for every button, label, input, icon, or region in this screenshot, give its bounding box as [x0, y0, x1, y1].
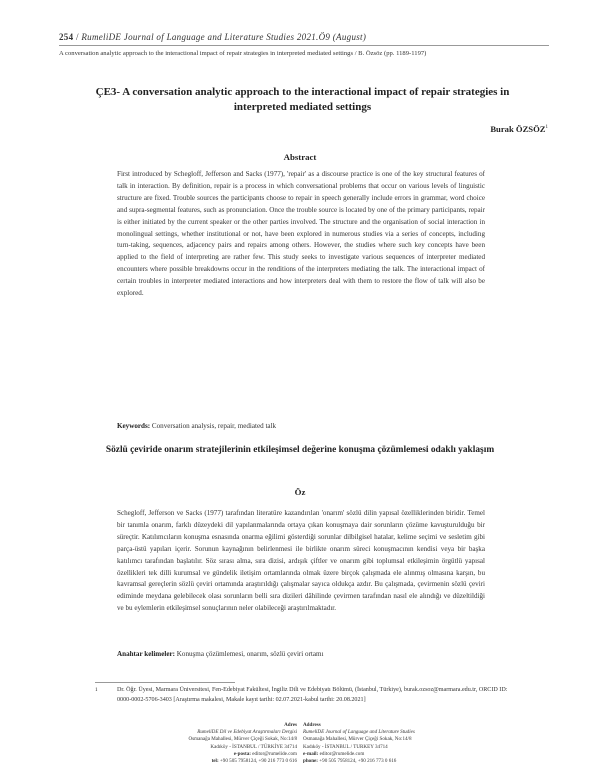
keywords-text: Conversation analysis, repair, mediated talk [151, 422, 277, 430]
anahtar-kelimeler-text: Konuşma çözümlemesi, onarım, sözlü çeviri ortamı [176, 650, 324, 658]
address-en-label: Address [303, 722, 321, 728]
footnote-number: 1 [95, 687, 98, 693]
oz-keywords [117, 650, 485, 658]
address-turkish [188, 722, 297, 765]
header-rule [59, 45, 549, 46]
address-tr-line2: Kadıköy - İSTANBUL / TÜRKİYE 34714 [210, 743, 297, 750]
article-title: ÇE3- A conversation analytic approach to the interactional impact of repair strategies in interpreted mediated settings [95, 86, 510, 113]
address-tr-email-label: e-posta: [233, 750, 251, 757]
abstract-keywords [117, 422, 485, 430]
address-en-line2: Kadıköy - İSTANBUL / TURKEY 34714 [303, 743, 388, 750]
address-en-journal: RumeliDE Journal of Language and Literature Studies [303, 729, 415, 736]
journal-name: RumeliDE Journal of Language and Literature Studies 2021.Ö9 (August) [81, 32, 367, 42]
address-tr-phone [188, 758, 297, 765]
address-tr-email-value[interactable]: editor@rumelide.com [252, 750, 297, 757]
author-name-text: Burak ÖZSÖZ [490, 124, 546, 134]
address-en-email-value[interactable]: editor@rumelide.com [319, 750, 365, 757]
citation-line: A conversation analytic approach to the interactional impact of repair strategies in interpreted mediated settings / B. Özsöz (pp. 1189-1197) [59, 50, 427, 57]
oz-text: Schegloff, Jefferson ve Sacks (1977) tarafından literatüre kazandırılan 'onarım' sözlü dilin yapısal özelliklerinden biridir. Temel bir tanımla onarım, farklı düzeydeki dil yapılanmalarında ortaya çıkan konuşmaya dair sorunların çözüme kavuşturulduğu bir süreçtir. Katılımcıların konuşma esnasında onarma eğilimi gösterdiği sorunlar dilbilgisel hatalar, kelime seçimi ve sesletim gibi parça-üstü yapıları içerir. Sorunun kaynağının belirlenmesi ile birlikte onarım süreci konuşmacının kendisi veya bir başka katılımcı tarafından başlatılır. Söz sırası alma, sıra dizisi, ardışık çiftler ve onarım gibi toplumsal etkileşimin örgütlü yapısal özellikleri tek dilli kurumsal ve gündelik iletişim ortamlarında olmak üzere birçok çalışmada ele alınmış olmasına karşın, bu kavramsal gereçlerin sözlü çeviri ortamında araştırıldığı çalışmalar sayıca oldukça azdır. Bu çalışmada, çevirmenin sözlü çeviri ediminde meydana gelebilecek olası sorunların belli sıra dizileri dâhilinde çevirmen tarafından nasıl ele alındığı ve düzeltildiği ve bu eylemlerin etkileşimsel sonuçlarının neler olabileceği araştırılmaktadır. [117, 509, 485, 613]
abstract-heading: Abstract [283, 152, 317, 162]
address-en-line1: Osmanağa Mahallesi, Mürver Çiçeği Sokak, No:14/8 [303, 736, 412, 743]
running-head-separator: / [75, 32, 79, 42]
anahtar-kelimeler-label: Anahtar kelimeler: [117, 650, 175, 658]
keywords-label: Keywords: [117, 422, 151, 430]
address-en-phone [303, 758, 415, 765]
address-english [303, 722, 415, 765]
running-head [59, 32, 549, 42]
oz-heading: Öz [294, 487, 306, 497]
address-en-phone-label: phone: [303, 758, 319, 765]
address-tr-phone-value: +90 505 7958124, +90 216 773 0 616 [219, 758, 297, 765]
abstract-text: First introduced by Schegloff, Jefferson and Sacks (1977), 'repair' as a discourse practice is one of the key structural features of talk in interaction. By definition, repair is a process in which conversational problems that occur on various levels of linguistic structure are fixed. Trouble sources the participants choose to repair in speech generally include errors in grammar, word choice and supra-segmental features, such as pronunciation. Once the trouble source is located by one of the primary participants, repair is either initiated by the current speaker or the other parties involved. The structure and the organisation of social interaction in monolingual settings, whether institutional or not, have been explored in numerous studies via a series of concepts, including turn-taking, sequences, adjacency pairs and repairs among others. However, the studies where such key concepts have been applied to the field of interpreting are rather few. This study seeks to investigate various sequences of interpreter mediated encounters where possible breakdowns occur in the renditions of the interpreters mediating the talk. The interactional impact of certain troubles in interpreter mediated interactions and how interpreters deal with them to restore the flow of talk will also be explored. [117, 170, 485, 298]
address-tr-line1: Osmanağa Mahallesi, Mürver Çiçeği Sokak, No:14/8 [188, 736, 297, 743]
address-en-email [303, 751, 415, 758]
footnote-rule [95, 682, 235, 683]
footnote-text: Dr. Öğr. Üyesi, Marmara Üniversitesi, Fen-Edebiyat Fakültesi, İngiliz Dili ve Edebiyatı Bölümü, (İstanbul, Türkiye), burak.ozsoz@marmara.edu.tr, ORCID ID: 0000-0002-5706-3403 [Araştırma makalesi, Makale kayıt tarihi: 02.07.2021-kabul tarihi: 20.08.2021] [117, 687, 508, 703]
address-en-email-label: e-mail: [303, 750, 319, 757]
address-en-phone-value: +90 505 7958124, +90 216 773 0 616 [319, 758, 397, 765]
address-tr-label: Adres [284, 722, 297, 728]
address-tr-journal: RumeliDE Dil ve Edebiyat Araştırmaları Dergisi [197, 729, 297, 736]
address-tr-phone-label: tel: [211, 758, 219, 765]
author-name [490, 124, 548, 134]
turkish-title: Sözlü çeviride onarım stratejilerinin etkileşimsel değerine konuşma çözümlemesi odaklı yaklaşım [105, 445, 495, 455]
address-tr-email [188, 751, 297, 758]
author-footnote-mark[interactable]: 1 [545, 125, 548, 131]
page-number: 254 [59, 32, 74, 42]
